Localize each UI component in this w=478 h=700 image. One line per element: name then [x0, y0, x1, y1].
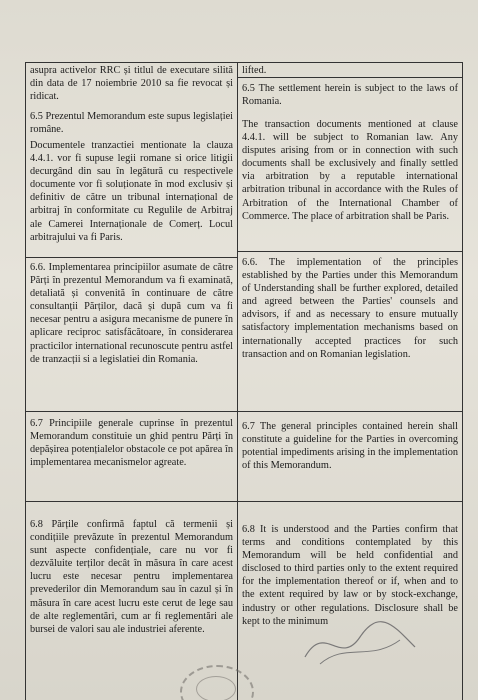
en-clause-6-5-arbitration — [238, 118, 462, 223]
ro-clause-6-4-end — [26, 64, 237, 103]
handwritten-signature — [300, 612, 420, 672]
ro-arbitration-text: Documentele tranzactiei mentionate la clauza 4.4.1. vor fi supuse legii romane si orice litigii decurgând din sau în legătură cu respectivele documente vor fi soluționate în mod exclusiv și definitiv de către un tribunal internațional de arbitraj în conformitate cu Regulile de Arbitraj ale Camerei Internaționale de Comerț. Locul arbitrajului va fi Paris. — [30, 140, 233, 243]
official-stamp-inner-ring — [196, 676, 236, 700]
en-row-divider — [238, 251, 462, 252]
en-clause-6-7-text: 6.7 The general principles contained herein shall constitute a guideline for the Parties in overcoming potential impediments arising in the implementation of this Memorandum. — [242, 421, 458, 472]
ro-clause-6-7-text: 6.7 Principiile generale cuprinse în prezentul Memorandum constituie un ghid pentru Părți în depășirea potențialelor obstacole ce pot apărea în implementarea mecanismelor agreate. — [30, 418, 233, 469]
en-clause-6-4-text: lifted. — [242, 65, 267, 76]
en-clause-6-6-text: 6.6. The implementation of the principles established by the Parties under this Memorandum of Understanding shall be further explored, detailed and agreed between the Parties' counsels and advisors, if and as necessary to ensure mutually satisfactory implementation mechanisms based on internationally accepted practices for such transaction and on Romanian legislation. — [242, 257, 458, 360]
en-clause-6-6 — [238, 256, 462, 361]
ro-clause-6-6-text: 6.6. Implementarea principiilor asumate de către Părți în prezentul Memorandum va fi examinată, detaliată și convenită în continuare de către consultanții Părților, dacă și după cum va fi necesar pentru a asigura mecanisme de punere în aplicare reciproc satisfăcătoare, în considerarea practicilor international recunoscute pentru astfel de tranzacții si a legislatiei din Romania. — [30, 262, 233, 365]
ro-clause-6-6 — [26, 261, 237, 366]
en-row-divider — [238, 501, 462, 502]
bilingual-clause-table — [25, 62, 463, 700]
ro-clause-6-5-arbitration — [26, 139, 237, 244]
ro-clause-6-7 — [26, 417, 237, 469]
en-clause-6-7 — [238, 420, 462, 472]
en-arbitration-text: The transaction documents mentioned at clause 4.4.1. will be subject to Romanian law. Any disputes arising from or in connection with such documents shall be exclusively and finally settled via arbitration by a reputable international arbitration tribunal in accordance with the Rules of Arbitration of the International Chamber of Commerce. The place of arbitration shall be Paris. — [242, 119, 458, 222]
ro-clause-6-5 — [26, 110, 237, 136]
ro-clause-6-8-text: 6.8 Părțile confirmă faptul că termenii și condițiile prevăzute în prezentul Memorandum sunt aspecte confidențiale, care nu vor fi dezvăluite terților decât în măsura în care acest lucru este necesar pentru implementarea prevederilor din Memorandum sau în cazul și în măsura în care acest lucru este cerut de lege sau de alte reglementări, cum ar fi reglementări ale bursei de valori sau ale industriei aferente. — [30, 519, 233, 635]
en-row-divider — [238, 77, 462, 78]
en-clause-6-8-text: 6.8 It is understood and the Parties confirm that terms and conditions contemplated by this Memorandum will be held confidential and disclosed to third parties only to the extent required for the implementation thereof or if, when and to the extent required by law or by stock-exchange, industry or other regulations. Disclosure shall be kept to the minimum — [242, 524, 458, 627]
ro-row-divider — [26, 501, 237, 502]
ro-clause-6-8 — [26, 518, 237, 636]
en-clause-6-5-text: 6.5 The settlement herein is subject to the laws of Romania. — [242, 83, 458, 108]
ro-row-divider — [26, 411, 237, 412]
en-row-divider — [238, 411, 462, 412]
ro-clause-6-4-text: asupra activelor RRC și titlul de executare silită din data de 17 noiembrie 2010 sa fie revocat și ridicat. — [30, 65, 233, 103]
english-column — [238, 63, 462, 700]
romanian-column — [26, 63, 238, 700]
en-clause-6-5 — [238, 82, 462, 108]
ro-row-divider — [26, 257, 237, 258]
ro-clause-6-5-text: 6.5 Prezentul Memorandum este supus legislației române. — [30, 111, 233, 136]
en-clause-6-4-end — [238, 64, 462, 77]
